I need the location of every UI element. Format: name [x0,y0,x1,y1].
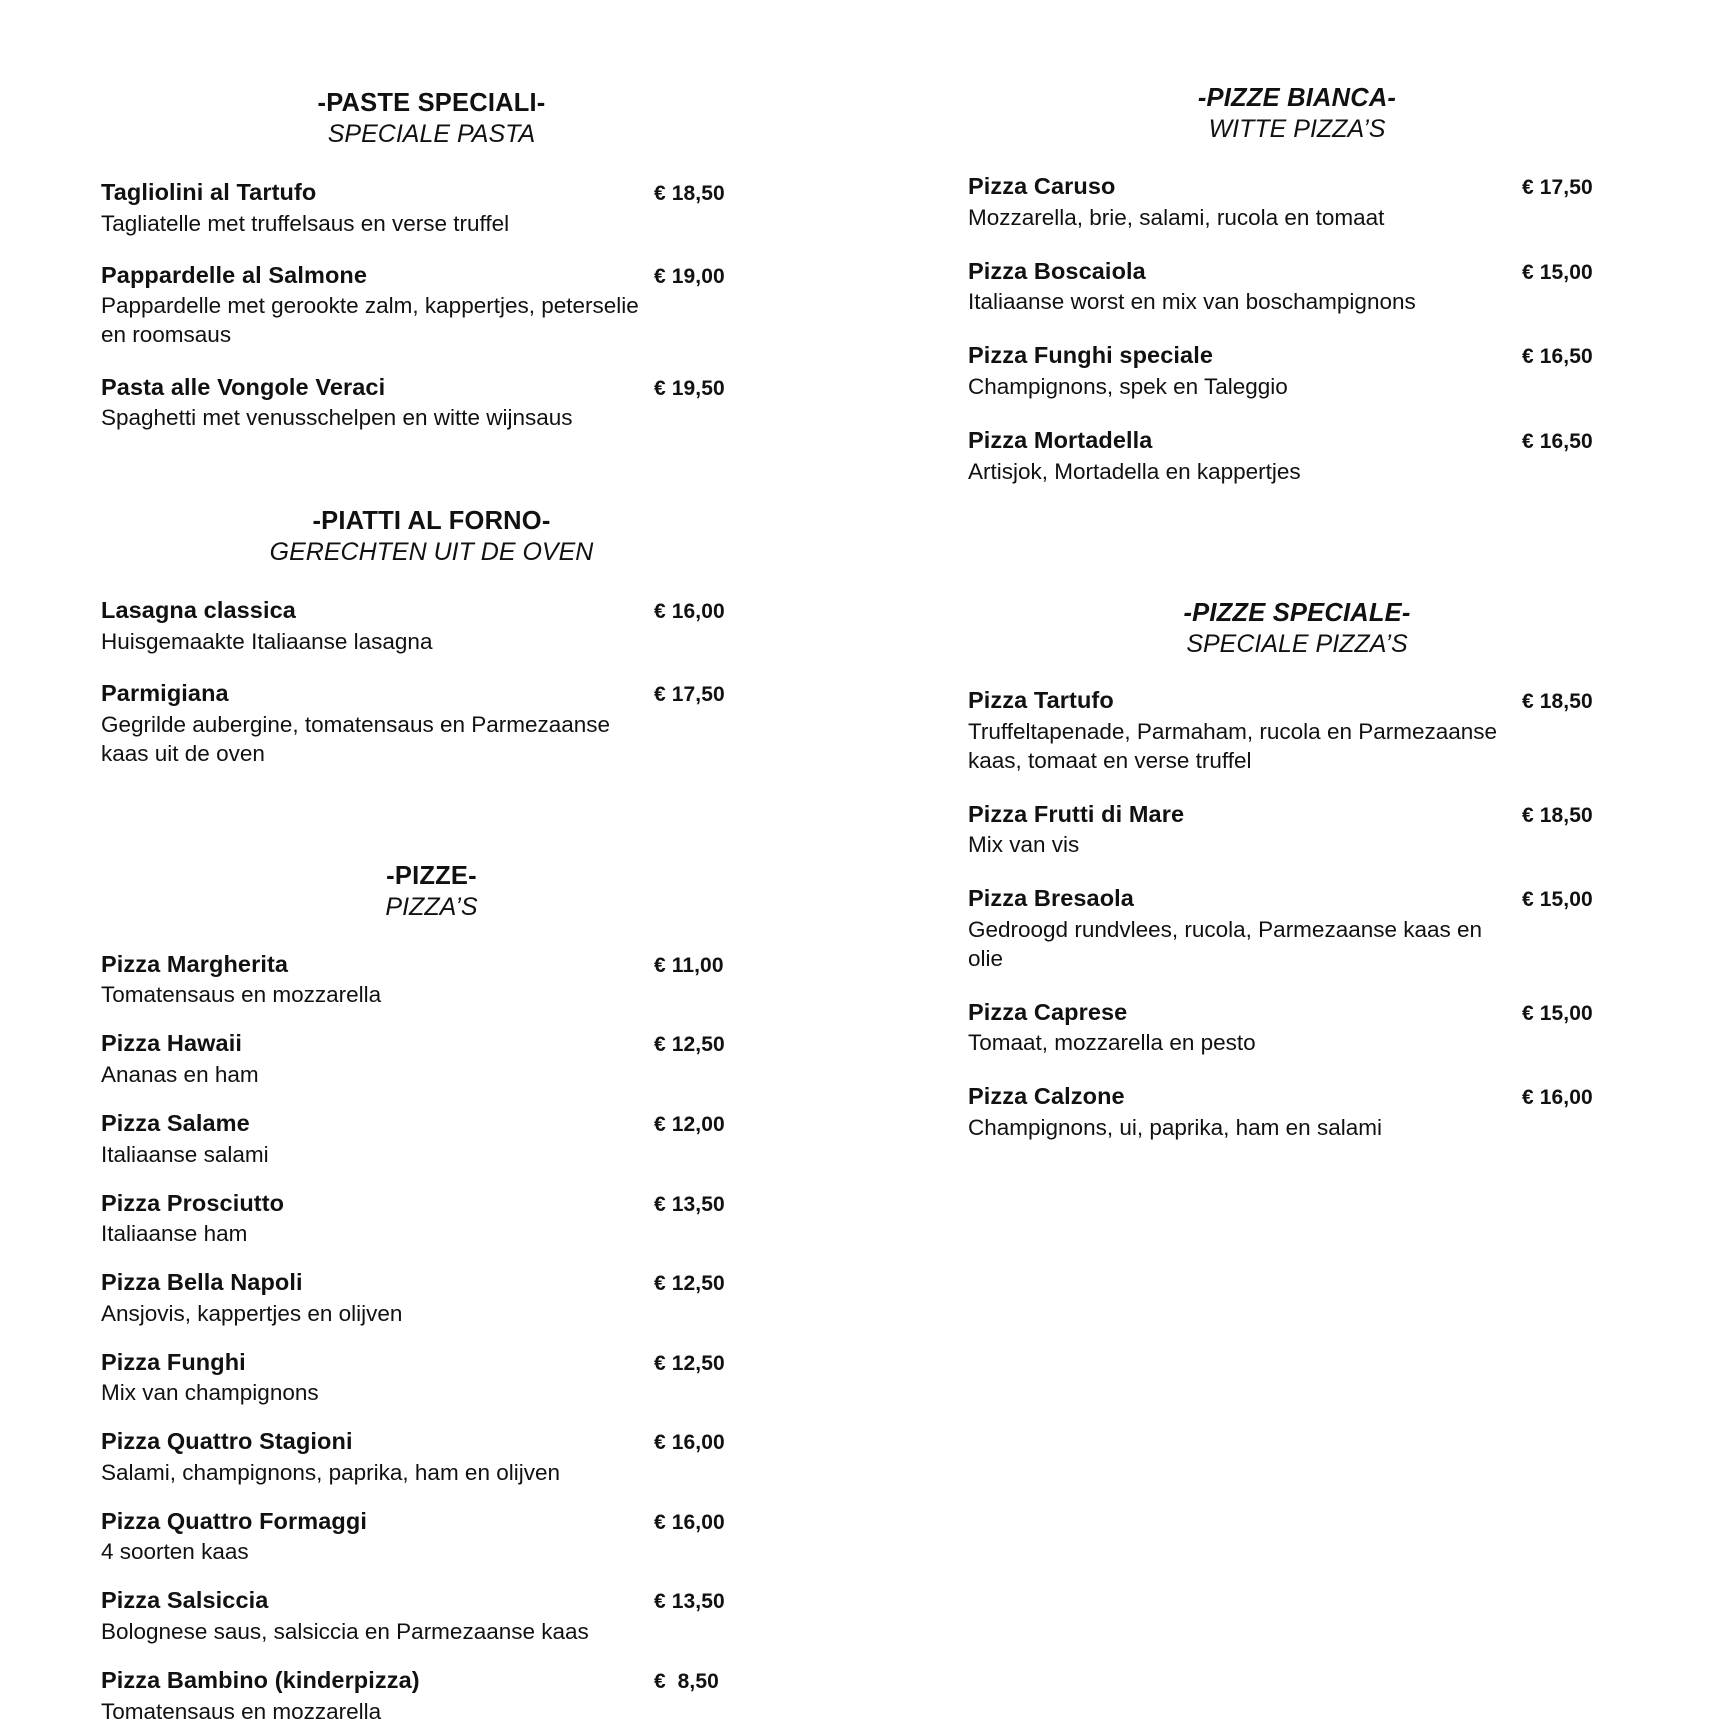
menu-item-list [101,177,762,432]
menu-item-name: Pappardelle al Salmone [101,261,368,288]
menu-item-price: € 12,50 [654,1033,725,1057]
menu-item-description: 4 soorten kaas [101,1539,249,1565]
menu-item [101,372,762,433]
menu-item-name: Pizza Quattro Formaggi [101,1507,367,1534]
menu-item-description: Italiaanse ham [101,1221,248,1247]
menu-item-price: € 16,50 [1522,345,1593,369]
menu-item-row [101,1267,762,1298]
menu-item-price: € 16,00 [1522,1086,1593,1110]
menu-section-pizze-speciale [968,510,1626,1142]
menu-item-description: Mix van champignons [101,1380,319,1406]
menu-item [968,799,1626,860]
menu-item [101,949,762,1010]
section-subtitle: WITTE PIZZA’S [1208,115,1386,144]
section-subtitle: PIZZA’S [385,892,478,921]
menu-item-price: € 12,50 [654,1351,725,1375]
menu-item-name: Pizza Bresaola [968,885,1134,912]
menu-item [101,260,762,350]
menu-item [968,685,1626,775]
section-title: -PIZZE SPECIALE- [1183,598,1411,627]
menu-item-description: Italiaanse salami [101,1141,269,1167]
menu-item [968,256,1626,317]
menu-item-price: € 18,50 [1522,689,1593,713]
menu-item-price: € 8,50 [654,1669,719,1693]
menu-item-price: € 16,00 [654,1431,725,1455]
menu-item-price: € 16,00 [654,1510,725,1534]
section-title: -PIATTI AL FORNO- [312,507,551,536]
menu-item-row [968,685,1626,716]
menu-item-name: Pizza Funghi [101,1348,246,1375]
menu-item-row [968,883,1626,914]
menu-item [101,1585,762,1646]
menu-item-row [968,340,1626,371]
menu-item-row [101,1347,762,1378]
section-subtitle: GERECHTEN UIT DE OVEN [269,538,594,567]
menu-item-row [101,1506,762,1537]
menu-item-name: Pizza Mortadella [968,427,1153,454]
menu-item-row [101,1028,762,1059]
menu-item-name: Pizza Margherita [101,950,289,977]
menu-item-list [101,949,762,1726]
menu-section-pizze-bianca [968,0,1626,486]
menu-item [101,595,762,656]
section-header [968,510,1626,660]
menu-item-name: Lasagna classica [101,597,296,624]
menu-item [968,1081,1626,1142]
menu-item [101,1028,762,1089]
menu-item [968,425,1626,486]
menu-item-row [101,1108,762,1139]
menu-item-description: Gegrilde aubergine, tomatensaus en Parmezaanse kaas uit de oven [101,711,611,766]
menu-item-name: Parmigiana [101,679,229,706]
menu-item-row [968,1081,1626,1112]
menu-item-row [968,997,1626,1028]
menu-item-name: Pizza Salsiccia [101,1587,269,1614]
menu-item-name: Pizza Quattro Stagioni [101,1428,353,1455]
section-title: -PIZZE BIANCA- [1197,84,1397,112]
menu-item-name: Tagliolini al Tartufo [101,179,317,206]
menu-item-price: € 16,00 [654,600,725,624]
menu-item [968,883,1626,973]
menu-item [101,1108,762,1169]
menu-item-price: € 15,00 [1522,888,1593,912]
menu-item [101,678,762,768]
menu-item-price: € 19,50 [654,376,725,400]
menu-item [101,177,762,238]
menu-item-description: Bolognese saus, salsiccia en Parmezaanse kaas [101,1618,589,1644]
menu-item [101,1188,762,1249]
menu-item-description: Gedroogd rundvlees, rucola, Parmezaanse kaas en olie [968,916,1483,971]
menu-item-description: Ananas en ham [101,1062,259,1088]
menu-item-row [101,372,762,403]
menu-item-name: Pizza Calzone [968,1083,1125,1110]
menu-item-name: Pizza Prosciutto [101,1189,285,1216]
menu-item-row [101,595,762,626]
menu-item-description: Spaghetti met venusschelpen en witte wijnsaus [101,405,573,431]
menu-item-name: Pasta alle Vongole Veraci [101,373,386,400]
menu-item-price: € 15,00 [1522,260,1593,284]
menu-item-description: Tomatensaus en mozzarella [101,982,382,1008]
menu-item-price: € 16,50 [1522,430,1593,454]
menu-item-price: € 13,50 [654,1590,725,1614]
menu-item-name: Pizza Bambino (kinderpizza) [101,1666,420,1693]
menu-item-row [968,425,1626,456]
menu-item-price: € 19,00 [654,264,725,288]
menu-item-description: Huisgemaakte Italiaanse lasagna [101,628,433,654]
menu-item [101,1426,762,1487]
menu-item-description: Tagliatelle met truffelsaus en verse truffel [101,210,510,236]
section-header [101,454,762,568]
menu-item-description: Truffeltapenade, Parmaham, rucola en Parmezaanse kaas, tomaat en verse truffel [968,718,1498,773]
section-subtitle: SPECIALE PASTA [327,120,536,149]
menu-item-row [968,256,1626,287]
menu-item [968,171,1626,232]
menu-item-row [101,260,762,291]
section-header [101,0,762,150]
menu-item-row [968,171,1626,202]
menu-item-description: Mix van vis [968,832,1080,858]
menu-item-description: Champignons, ui, paprika, ham en salami [968,1114,1382,1140]
menu-column-right [867,0,1734,1736]
menu-item-price: € 13,50 [654,1192,725,1216]
menu-item-price: € 18,50 [1522,803,1593,827]
menu-item-description: Tomatensaus en mozzarella [101,1698,382,1724]
menu-item-name: Pizza Boscaiola [968,257,1146,284]
menu-item-row [968,799,1626,830]
menu-item-description: Ansjovis, kappertjes en olijven [101,1300,403,1326]
menu-section-piatti-al-forno [101,454,762,768]
menu-item-description: Italiaanse worst en mix van boschampignons [968,289,1416,315]
menu-item [968,997,1626,1058]
menu-item-description: Salami, champignons, paprika, ham en olijven [101,1459,560,1485]
menu-item-name: Pizza Bella Napoli [101,1269,303,1296]
menu-item-name: Pizza Hawaii [101,1030,242,1057]
menu-item-name: Pizza Caprese [968,998,1128,1025]
menu-item-price: € 12,50 [654,1272,725,1296]
section-title: -PASTE SPECIALI- [317,89,546,117]
menu-item-row [101,1426,762,1457]
menu-item [968,340,1626,401]
menu-item-description: Tomaat, mozzarella en pesto [968,1030,1256,1056]
section-title: -PIZZE- [386,861,477,890]
menu-item-name: Pizza Funghi speciale [968,342,1213,369]
menu-item-description: Champignons, spek en Taleggio [968,374,1288,400]
menu-item-row [101,949,762,980]
menu-section-paste-speciali [101,0,762,432]
menu-item-description: Artisjok, Mortadella en kappertjes [968,458,1301,484]
menu-item-price: € 17,50 [654,682,725,706]
menu-item-row [101,177,762,208]
menu-item-description: Pappardelle met gerookte zalm, kappertjes, peterselie en roomsaus [101,293,639,348]
menu-item-name: Pizza Salame [101,1110,250,1137]
menu-item-list [101,595,762,767]
menu-item-name: Pizza Tartufo [968,686,1114,713]
section-header [101,790,762,923]
section-header [968,0,1626,145]
menu-item-description: Mozzarella, brie, salami, rucola en tomaat [968,204,1385,230]
menu-item-price: € 15,00 [1522,1001,1593,1025]
menu-item [101,1506,762,1567]
menu-item-name: Pizza Frutti di Mare [968,800,1185,827]
menu-item-list [968,171,1626,485]
menu-item-price: € 12,00 [654,1113,725,1137]
section-subtitle: SPECIALE PIZZA’S [1186,629,1408,658]
menu-item [101,1347,762,1408]
menu-item-row [101,1665,762,1696]
menu-item-price: € 17,50 [1522,176,1593,200]
menu-item-price: € 18,50 [654,182,725,206]
menu-item-list [968,685,1626,1142]
menu-item-row [101,1188,762,1219]
menu-section-pizze [101,790,762,1726]
menu-item [101,1267,762,1328]
menu-item [101,1665,762,1726]
menu-item-name: Pizza Caruso [968,173,1116,200]
menu-item-price: € 11,00 [654,953,724,977]
menu-item-row [101,678,762,709]
menu-item-row [101,1585,762,1616]
